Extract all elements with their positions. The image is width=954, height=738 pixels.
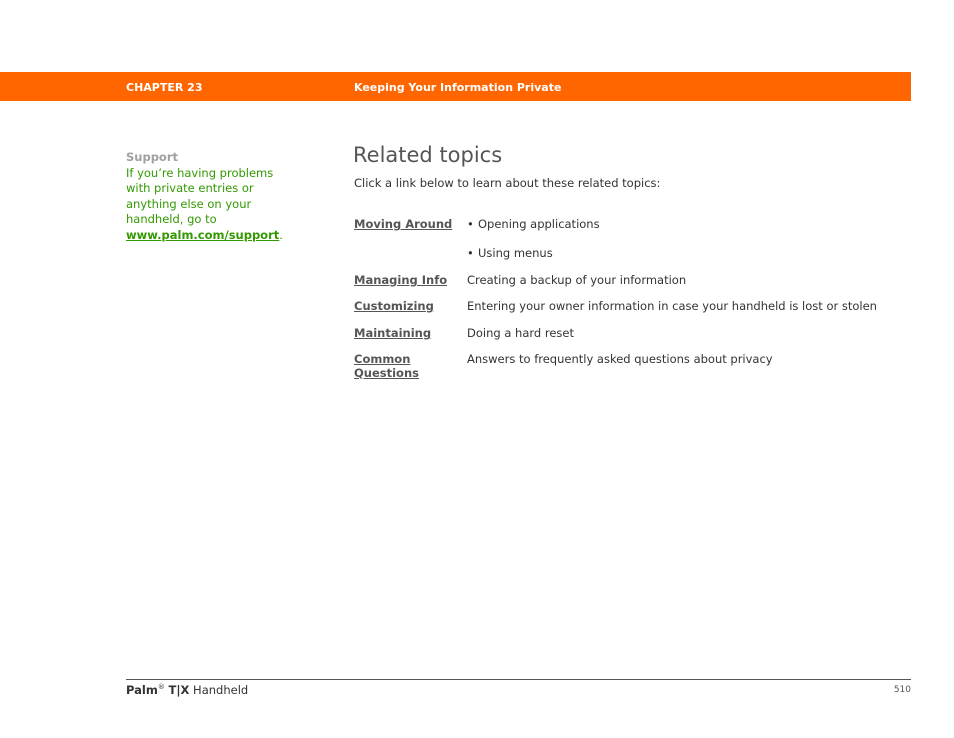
chapter-number: CHAPTER 23 <box>126 81 203 94</box>
footer-divider <box>126 679 911 680</box>
sidebar-heading: Support <box>126 150 179 164</box>
sidebar-text <box>126 166 286 244</box>
topic-item: • Using menus <box>467 246 553 260</box>
topic-link-common-questions[interactable]: Common Questions <box>354 352 419 380</box>
chapter-title: Keeping Your Information Private <box>354 81 562 94</box>
topic-link-maintaining[interactable]: Maintaining <box>354 326 432 340</box>
topic-item: • Opening applications <box>467 217 600 231</box>
support-link[interactable]: www.palm.com/support <box>126 227 280 242</box>
bullet: • <box>467 246 474 260</box>
page-number: 510 <box>893 685 911 695</box>
sidebar-punct: . <box>279 227 283 242</box>
topic-description: Answers to frequently asked questions about privacy <box>467 352 773 366</box>
sidebar-body: If you’re having problems with private entries or anything else on your handheld, go to <box>126 165 274 227</box>
support-sidebar <box>126 150 286 244</box>
topic-description: Entering your owner information in case your handheld is lost or stolen <box>467 299 877 313</box>
topic-link-moving-around[interactable]: Moving Around <box>354 217 453 231</box>
topic-description: Doing a hard reset <box>467 326 574 340</box>
intro-text: Click a link below to learn about these related topics: <box>354 176 661 190</box>
topic-link-managing-info[interactable]: Managing Info <box>354 273 448 287</box>
topic-description: Creating a backup of your information <box>467 273 687 287</box>
page-title: Related topics <box>353 143 503 167</box>
bullet: • <box>467 217 474 231</box>
topic-link-customizing[interactable]: Customizing <box>354 299 434 313</box>
footer-product-name: Palm® T|X Handheld <box>126 683 249 697</box>
